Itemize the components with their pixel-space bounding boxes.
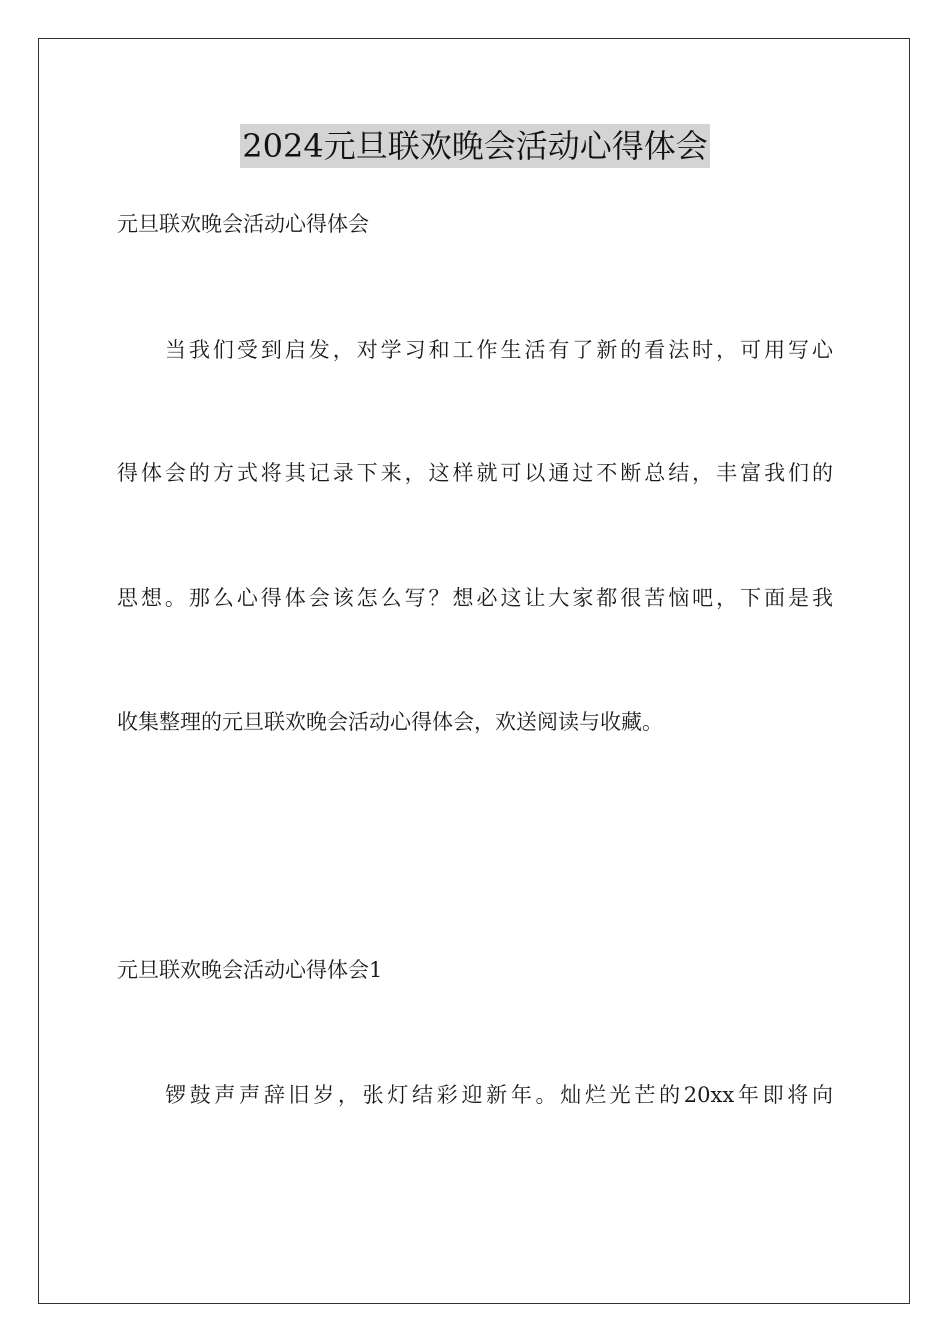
- document-subtitle: 元旦联欢晚会活动心得体会: [117, 212, 369, 236]
- title-container: [0, 124, 950, 168]
- intro-paragraph-line: 当我们受到启发，对学习和工作生活有了新的看法时，可用写心: [165, 338, 833, 362]
- intro-paragraph-line: 思想。那么心得体会该怎么写？想必这让大家都很苦恼吧，下面是我: [117, 586, 833, 610]
- section-heading: 元旦联欢晚会活动心得体会1: [117, 958, 383, 982]
- intro-paragraph-line: 得体会的方式将其记录下来，这样就可以通过不断总结，丰富我们的: [117, 461, 833, 485]
- document-title: 2024元旦联欢晚会活动心得体会: [240, 124, 709, 168]
- intro-paragraph-line: 收集整理的元旦联欢晚会活动心得体会，欢送阅读与收藏。: [117, 710, 663, 734]
- section-paragraph-line: 锣鼓声声辞旧岁，张灯结彩迎新年。灿烂光芒的20xx年即将向: [165, 1083, 833, 1107]
